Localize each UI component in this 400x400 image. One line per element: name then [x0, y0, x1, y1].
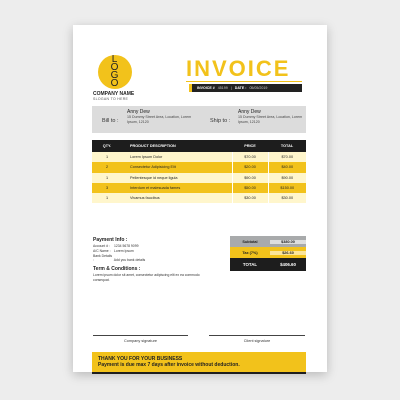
row-description: Consectetur Adipisicing Elit [122, 162, 232, 172]
total-row [230, 258, 306, 271]
company-signature-label: Company signature [124, 339, 157, 343]
row-price: $30.00 [232, 193, 268, 203]
payment-account-row [93, 244, 138, 248]
row-price: $90.00 [232, 173, 268, 183]
terms-text: Lorem ipsum dolor sit amet, consectetur adipiscing elit ex ea commodo consequat. [93, 273, 200, 282]
row-total: $90.00 [268, 173, 306, 183]
tax-row [230, 247, 306, 258]
meta-separator: | [230, 86, 232, 90]
bank-label: Bank Details : [93, 254, 113, 262]
row-total: $30.00 [268, 193, 306, 203]
row-description: Interdum et malesuada fames [122, 183, 232, 193]
row-price: $50.00 [232, 183, 268, 193]
row-total: $150.00 [268, 183, 306, 193]
row-description: Vivamus faucibus [122, 193, 232, 203]
ship-to-name: Anny Dew [238, 109, 261, 115]
company-slogan: SLOGAN TO HERE [93, 97, 129, 101]
terms-title: Term & Conditions : [93, 266, 141, 272]
table-row [92, 193, 306, 203]
subtotal-row [230, 236, 306, 247]
header-description: PRODUCT DESCRIPTION [122, 140, 232, 152]
invoice-date-label: DATE : [234, 86, 247, 90]
title-underline [186, 81, 302, 82]
client-signature-label: Client signature [243, 339, 271, 343]
row-qty: 2 [92, 162, 122, 172]
company-name: COMPANY NAME [93, 91, 135, 97]
table-header-row [92, 140, 306, 152]
header-price: PRICE [232, 140, 268, 152]
table-row [92, 152, 306, 162]
payment-bank-row [93, 254, 145, 262]
row-price: $70.00 [232, 152, 268, 162]
row-qty: 1 [92, 152, 122, 162]
company-logo [98, 55, 132, 89]
ac-name-value: Lorem Ipsum [113, 249, 134, 253]
payment-name-row [93, 249, 134, 253]
account-value: 1234 5678 9099 [113, 244, 139, 248]
payment-info-title: Payment Info : [93, 237, 128, 243]
row-qty: 1 [92, 193, 122, 203]
billing-band [92, 106, 306, 133]
row-total: $70.00 [268, 152, 306, 162]
row-qty: 1 [92, 173, 122, 183]
footer-band [92, 352, 306, 372]
invoice-number: 45199 [217, 86, 228, 90]
footer-thanks: THANK YOU FOR YOUR BUSINESS [98, 356, 183, 362]
ship-to-label: Ship to : [210, 118, 231, 124]
invoice-date: 05/05/2019 [249, 86, 268, 90]
row-price: $20.00 [232, 162, 268, 172]
table-row [92, 173, 306, 183]
invoice-page [73, 25, 327, 372]
table-row [92, 162, 306, 172]
company-signature-line [93, 335, 188, 336]
tax-label: Tax (7%) [242, 250, 258, 255]
footer-payment-terms: Payment is due max 7 days after invoice without deduction. [98, 362, 240, 368]
totals-summary [230, 236, 306, 271]
bill-to-name: Anny Dew [127, 109, 150, 115]
footer-black-strip [92, 372, 306, 374]
meta-accent [189, 84, 192, 92]
invoice-title: INVOICE [186, 56, 291, 81]
tax-value: $26.60 [270, 251, 306, 255]
header-total: TOTAL [268, 140, 306, 152]
total-label: TOTAL [242, 262, 258, 267]
ship-to-address: 15 Dummy Street Area, Location, Lorem Ipsum, 12120 [238, 115, 303, 124]
bank-value: Add you bank details [113, 258, 146, 262]
row-description: Pellentesque id neque ligula [122, 173, 232, 183]
invoice-meta-bar [189, 84, 302, 92]
logo-text: LOGO [110, 54, 120, 89]
bill-to-address: 15 Dummy Street Area, Location, Lorem Ipsum, 12120 [127, 115, 192, 124]
client-signature-line [209, 335, 305, 336]
bill-to-label: Bill to : [102, 118, 119, 124]
invoice-number-label: INVOICE # [197, 86, 215, 90]
row-qty: 3 [92, 183, 122, 193]
header-qty: QTY. [92, 140, 122, 152]
account-label: Account # : [93, 244, 110, 248]
row-description: Lorem Ipsum Dolor [122, 152, 232, 162]
row-total: $40.00 [268, 162, 306, 172]
total-value: $406.60 [280, 262, 296, 267]
items-table [92, 140, 306, 203]
subtotal-value: $380.00 [270, 240, 306, 244]
ac-name-label: A/C Name : [93, 249, 111, 253]
subtotal-label: Subtotal [242, 239, 258, 244]
table-row [92, 183, 306, 193]
